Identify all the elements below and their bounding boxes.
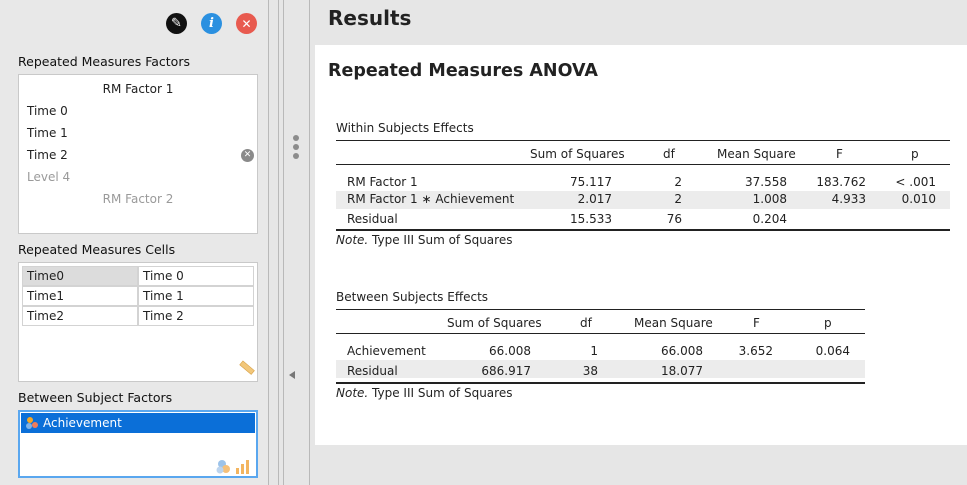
table-row [336, 360, 865, 378]
table-note: Note. Type III Sum of Squares [336, 233, 513, 247]
f-cell: 183.762 [816, 175, 866, 189]
ss-cell: 66.008 [489, 344, 531, 358]
panel-splitter[interactable] [268, 0, 310, 485]
analysis-title: Repeated Measures ANOVA [328, 61, 598, 81]
nominal-variable-icon [25, 416, 39, 430]
ms-cell: 0.204 [752, 212, 787, 226]
rm-level-item[interactable]: Time 2 [27, 148, 68, 162]
df-cell: 76 [666, 212, 682, 226]
collapse-arrow-icon[interactable] [289, 371, 295, 379]
bsf-item-label: Achievement [43, 416, 122, 430]
col-header: p [911, 147, 919, 161]
bsf-box[interactable] [18, 410, 258, 478]
ms-cell: 37.558 [745, 175, 787, 189]
rm-factor1-name[interactable]: RM Factor 1 [102, 82, 174, 96]
term-cell: RM Factor 1 [347, 175, 418, 189]
p-cell: 0.010 [901, 192, 936, 206]
ms-cell: 1.008 [752, 192, 787, 206]
remove-level-icon[interactable]: ✕ [241, 149, 254, 162]
within-subjects-table [336, 121, 950, 246]
rm-factor2-placeholder[interactable]: RM Factor 2 [102, 192, 174, 206]
results-title: Results [328, 6, 412, 30]
results-panel [315, 45, 967, 445]
df-cell: 38 [582, 364, 598, 378]
df-cell: 1 [590, 344, 598, 358]
variable-types-icon [216, 458, 250, 474]
p-cell: 0.064 [815, 344, 850, 358]
col-header: Sum of Squares [530, 147, 625, 161]
rm-cells-label: Repeated Measures Cells [18, 242, 176, 257]
ruler-icon [239, 359, 255, 375]
rm-cell-variable[interactable]: Time0 [22, 266, 138, 286]
col-header: df [663, 147, 675, 161]
edit-icon[interactable]: ✎ [166, 13, 187, 34]
rm-cell-level: Time 0 [138, 266, 254, 286]
col-header: Mean Square [634, 316, 713, 330]
rm-level-item[interactable]: Time 1 [27, 126, 68, 140]
options-panel [0, 0, 268, 485]
table-title: Within Subjects Effects [336, 121, 474, 135]
info-icon[interactable]: i [201, 13, 222, 34]
p-cell: < .001 [895, 175, 936, 189]
f-cell: 3.652 [738, 344, 773, 358]
col-header: df [580, 316, 592, 330]
df-cell: 2 [674, 192, 682, 206]
rm-cell-variable[interactable]: Time1 [22, 286, 138, 306]
col-header: Sum of Squares [447, 316, 542, 330]
term-cell: RM Factor 1 ∗ Achievement [347, 192, 515, 206]
close-icon[interactable]: ✕ [236, 13, 257, 34]
bsf-item-achievement[interactable] [21, 413, 255, 433]
col-header: Mean Square [717, 147, 796, 161]
col-header: F [836, 147, 843, 161]
ss-cell: 15.533 [570, 212, 612, 226]
table-note: Note. Type III Sum of Squares [336, 386, 513, 400]
rm-level-item[interactable]: Time 0 [27, 104, 68, 118]
term-cell: Residual [347, 212, 398, 226]
drag-handle-dot [293, 144, 299, 150]
rm-cell-level: Time 2 [138, 306, 254, 326]
drag-handle-dot [293, 153, 299, 159]
term-cell: Residual [347, 364, 398, 378]
rm-factors-label: Repeated Measures Factors [18, 54, 190, 69]
rm-cell-variable[interactable]: Time2 [22, 306, 138, 326]
between-subjects-table [336, 290, 865, 405]
drag-handle-dot [293, 135, 299, 141]
rm-cells-box [18, 262, 258, 382]
f-cell: 4.933 [831, 192, 866, 206]
df-cell: 2 [674, 175, 682, 189]
ss-cell: 75.117 [570, 175, 612, 189]
ss-cell: 686.917 [481, 364, 531, 378]
ms-cell: 66.008 [661, 344, 703, 358]
bsf-label: Between Subject Factors [18, 390, 173, 405]
rm-level-placeholder[interactable]: Level 4 [27, 170, 71, 184]
col-header: F [753, 316, 760, 330]
rm-factors-box [18, 74, 258, 234]
ms-cell: 18.077 [661, 364, 703, 378]
col-header: p [824, 316, 832, 330]
term-cell: Achievement [347, 344, 426, 358]
ss-cell: 2.017 [577, 192, 612, 206]
table-title: Between Subjects Effects [336, 290, 489, 304]
rm-cell-level: Time 1 [138, 286, 254, 306]
